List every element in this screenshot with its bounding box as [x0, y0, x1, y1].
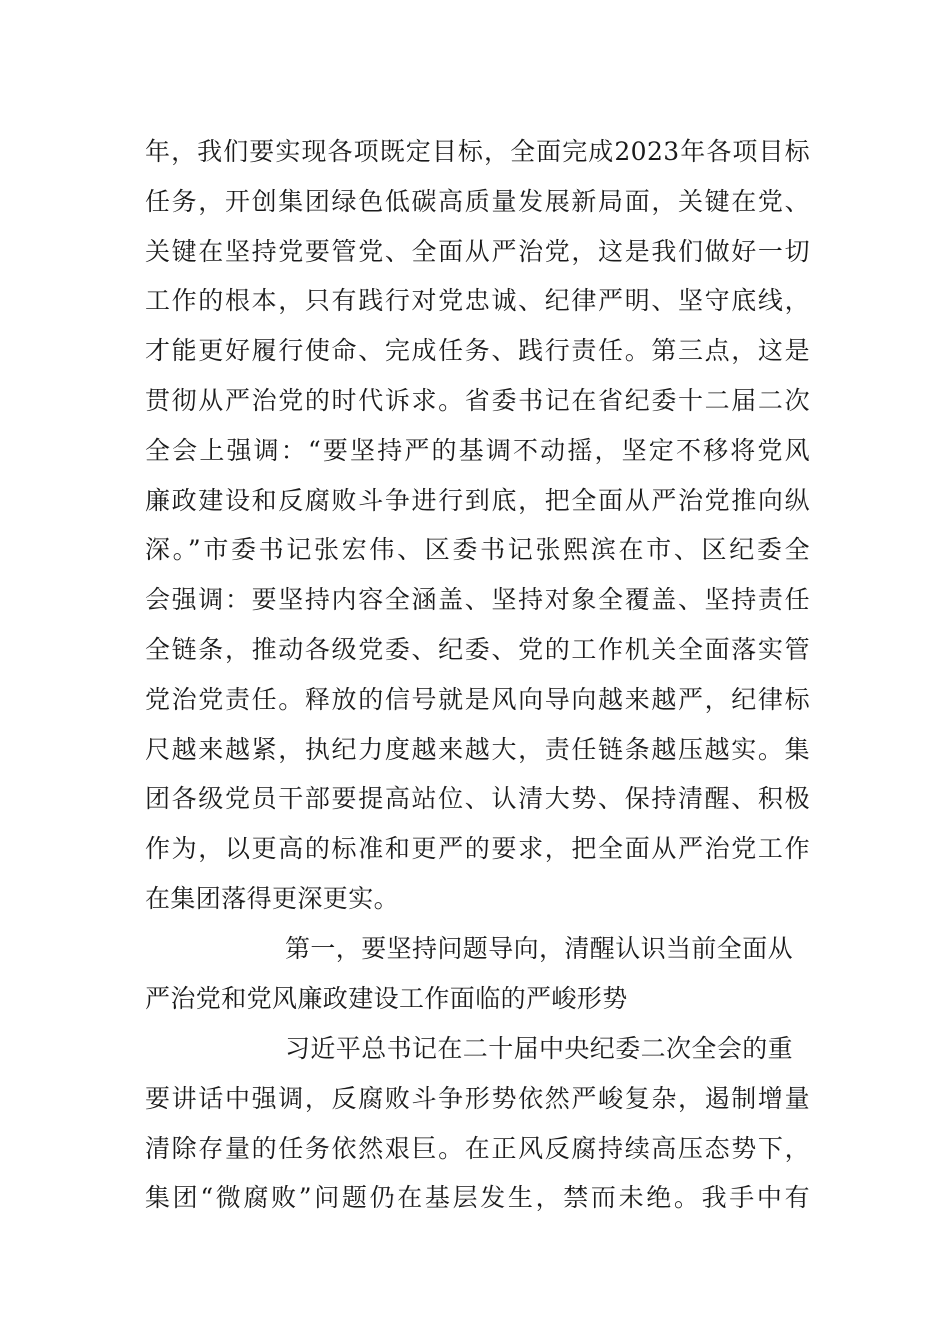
paragraph-line: 才能更好履行使命、完成任务、践行责任。第三点，这是: [145, 336, 810, 366]
paragraph-line: 集团“微腐败”问题仍在基层发生，禁而未绝。我手中有: [145, 1183, 810, 1213]
paragraph-line: 团各级党员干部要提高站位、认清大势、保持清醒、积极: [145, 784, 810, 814]
paragraph-line: 全链条，推动各级党委、纪委、党的工作机关全面落实管: [145, 634, 810, 664]
paragraph-line: 作为，以更高的标准和更严的要求，把全面从严治党工作: [145, 834, 810, 864]
paragraph-line: 习近平总书记在二十届中央纪委二次全会的重: [285, 1034, 794, 1063]
paragraph-line: 党治党责任。释放的信号就是风向导向越来越严，纪律标: [145, 684, 810, 714]
paragraph-line: 廉政建设和反腐败斗争进行到底，把全面从严治党推向纵: [145, 485, 810, 515]
paragraph-line: 年，我们要实现各项既定目标，全面完成2023年各项目标: [145, 137, 810, 166]
body-paragraph-1: [145, 127, 810, 924]
paragraph-line: 关键在坚持党要管党、全面从严治党，这是我们做好一切: [145, 236, 810, 266]
body-paragraph-2: [145, 1024, 810, 1223]
section-heading: [145, 924, 810, 1024]
paragraph-line: 全会上强调：“要坚持严的基调不动摇，坚定不移将党风: [145, 435, 810, 465]
heading-line: 严治党和党风廉政建设工作面临的严峻形势: [145, 983, 628, 1013]
paragraph-line: 清除存量的任务依然艰巨。在正风反腐持续高压态势下，: [145, 1133, 810, 1163]
heading-line: 第一，要坚持问题导向，清醒认识当前全面从: [285, 934, 794, 963]
paragraph-line: 尺越来越紧，执纪力度越来越大，责任链条越压越实。集: [145, 734, 810, 764]
paragraph-line: 贯彻从严治党的时代诉求。省委书记在省纪委十二届二次: [145, 385, 810, 415]
paragraph-line: 要讲话中强调，反腐败斗争形势依然严峻复杂，遏制增量: [145, 1083, 810, 1113]
paragraph-line: 会强调：要坚持内容全涵盖、坚持对象全覆盖、坚持责任: [145, 585, 810, 615]
paragraph-line: 深。”市委书记张宏伟、区委书记张熙滨在市、区纪委全: [145, 535, 810, 565]
paragraph-line: 任务，开创集团绿色低碳高质量发展新局面，关键在党、: [145, 186, 810, 216]
paragraph-line: 工作的根本，只有践行对党忠诚、纪律严明、坚守底线，: [145, 286, 810, 316]
paragraph-line: 在集团落得更深更实。: [145, 883, 400, 913]
